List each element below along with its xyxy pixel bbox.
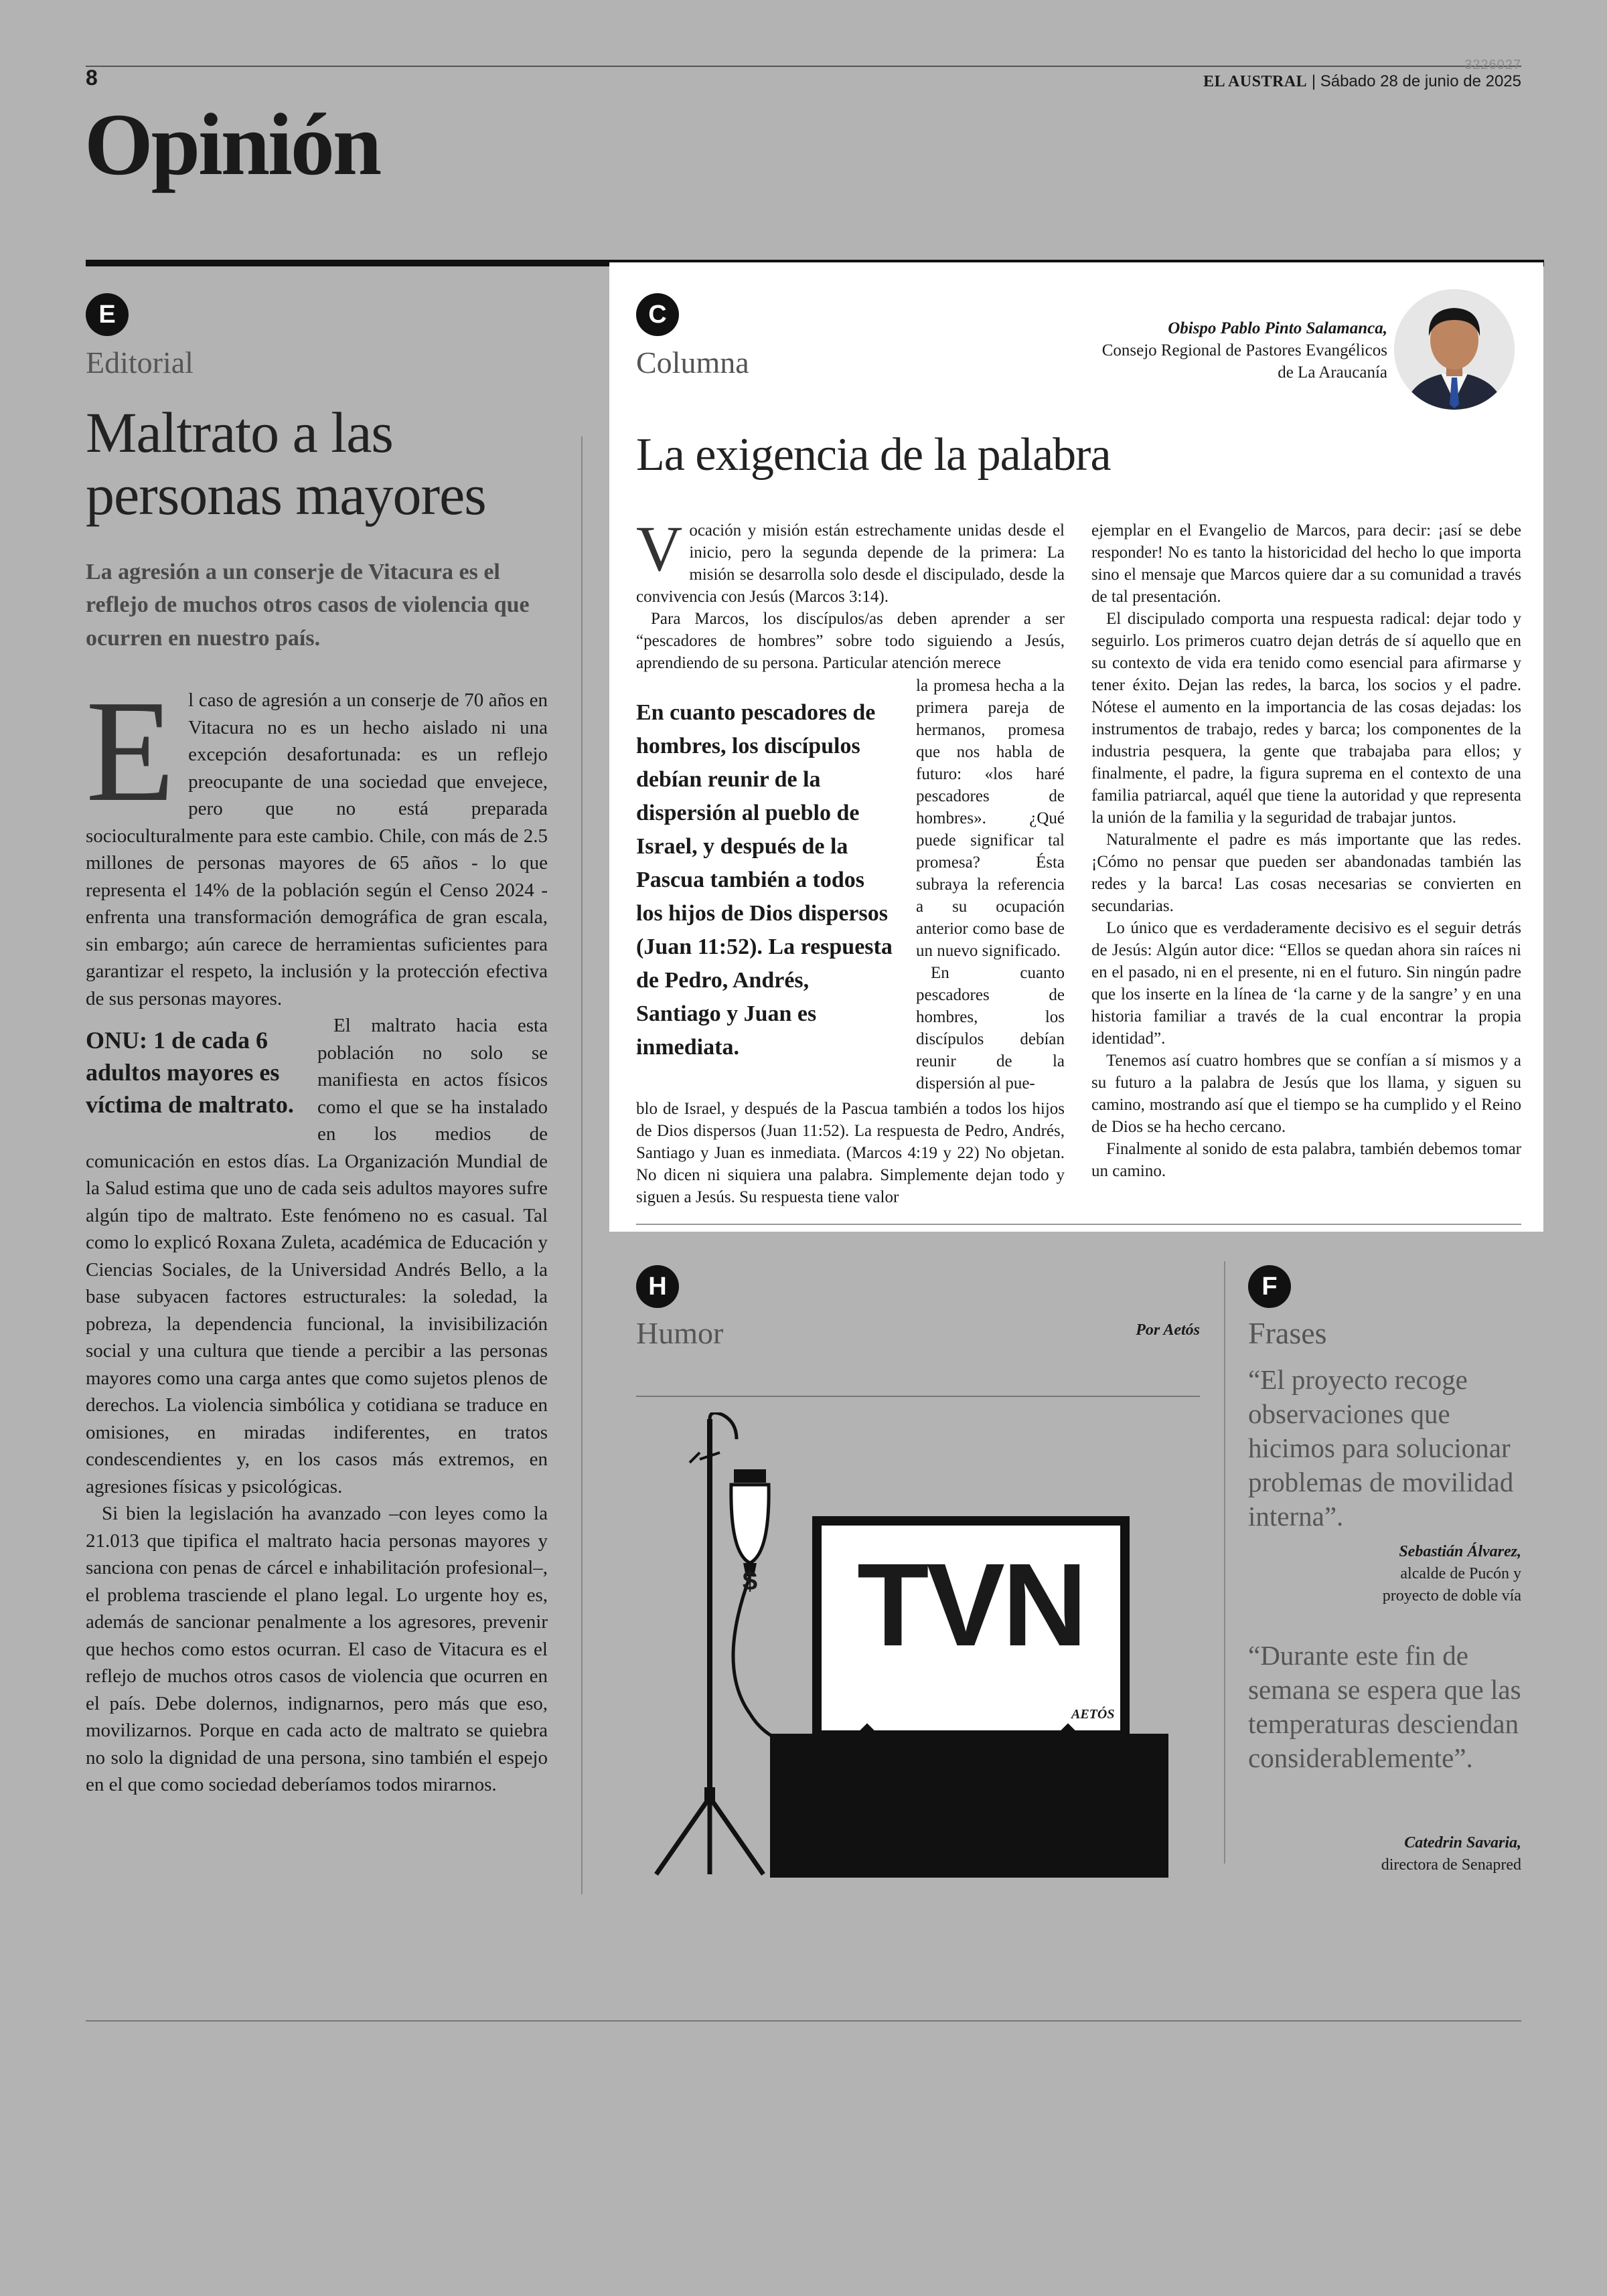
editorial-paragraph: Si bien la legislación ha avanzado –con leyes como la 21.013 que tipifica el maltrato hacia personas mayores y sanciona con penas de cárcel e inhabilitación profesional–, el problema trasciende el plano legal. Lo urgente hoy es, además de sancionar penalmente a los agresores, prevenir que hechos como estos ocurran. El caso de Vitacura es el reflejo de muchos otros casos de violencia que ocurren en el país. Debe dolernos, indignarnos, pero más que eso, movilizarnos. Porque en cada acto de maltrato se quiebra no solo la dignidad de una persona, sino también el espejo en el que como sociedad deberíamos todos mirarnos. [86,1503,548,1795]
column-paragraph: Tenemos así cuatro hombres que se confían a sí mismos y a su futuro a la palabra de Jesús que los llama, y siguen su camino, mostrando así que el tiempo se ha cumplido y el Reino de Dios se ha hecho cercano. [1091,1052,1521,1136]
humor-rule [636,1396,1200,1397]
column-paragraph: ocación y misión están estrechamente unidas desde el inicio, pero la segunda depende de la primera: La misión se desarrolla solo desde el discipulado, desde la convivencia con Jesús (Marcos 3:14). [636,521,1065,606]
editorial-body [86,671,548,1799]
column-bottom-rule [636,1224,1521,1225]
column-text-lower [636,1098,1065,1208]
editorial-label: Editorial [86,345,194,380]
column-dropcap: V [636,513,683,584]
masthead-date: | Sábado 28 de junio de 2025 [1311,72,1521,90]
author-portrait-icon [1394,289,1515,410]
masthead [1203,72,1521,91]
cartoon-signature: AETÓS [1071,1707,1115,1722]
column-label: Columna [636,345,749,380]
editorial-dropcap: E [86,671,175,832]
author-role: de La Araucanía [1278,363,1387,382]
column-badge: C [636,293,679,336]
author-photo [1394,289,1515,410]
frase-author: Catedrin Savaria, [1404,1834,1521,1852]
editorial-headline: Maltrato a las personas mayores [86,400,486,527]
editorial-paragraph: El maltrato hacia esta población no solo se manifiesta en actos físicos como el que se ha instalado en los medios de comunicación en estos días. La Organización Mundial de la Salud estima que uno de cada seis adultos mayores sufre algún tipo de maltrato. Este fenómeno no es casual. Tal como lo explicó Roxana Zuleta, académica de Educación y Ciencias Sociales, de la Universidad Andrés Bello, a la base subyacen factores estructurales: la soledad, la pobreza, la dependencia funcional, la invisibilización social y una cultura que tiende a percibir a las personas mayores como una carga antes que como sujetos plenos de derechos. La violencia simbólica y cotidiana se traduce en omisiones, en miradas indiferentes, en tratos condescendientes y, en los casos más extremos, en agresiones físicas y psicológicas. [86,1015,548,1497]
editorial-divider [581,436,583,1894]
author-name: Obispo Pablo Pinto Salamanca, [1168,319,1387,337]
editorial-paragraph: l caso de agresión a un conserje de 70 años en Vitacura no es un hecho aislado ni una excepción desafortunada: es un reflejo preocupante de una sociedad que envejece, pero que no está preparada socioculturalmente para este cambio. Chile, con más de 2.5 millones de personas mayores de 65 años - lo que representa el 14% de la población según el Censo 2024 - enfrenta una transformación demográfica de gran escala, sin embargo; aún carece de herramientas suficientes para garantizar el respeto, la inclusión y la protección efectiva de sus personas mayores. [86,689,548,1009]
humor-cartoon [636,1412,1172,1881]
frase-role: directora de Senapred [1381,1856,1521,1874]
column-author [1102,317,1387,384]
column-text-upper [636,513,1065,674]
column-paragraph: Naturalmente el padre es más importante que las redes. ¡Cómo no pensar que pueden ser abandonadas también las redes y la barca! Las cosas necesarias se convierten en secundarias. [1091,831,1521,915]
humor-badge: H [636,1265,679,1308]
column-text-narrow [916,675,1065,1094]
frases-label: Frases [1248,1316,1327,1350]
frase-quote: “Durante este fin de semana se espera que las temperaturas desciendan considerablemente”. [1248,1640,1521,1773]
frase-attribution [1383,1541,1521,1607]
column-paragraph: la promesa hecha a la primera pareja de hermanos, promesa que nos habla de futuro: «los haré pescadores de hombres». ¿Qué puede significar tal promesa? Ésta subraya la referencia a su ocupación anterior como base de un nuevo significado. [916,677,1065,960]
cartoon-bag-symbol: $ [742,1566,758,1596]
section-title: Opinión [84,95,380,193]
humor-label: Humor [636,1316,724,1350]
frase-attribution [1381,1832,1521,1876]
editorial-pullquote: ONU: 1 de cada 6 adultos mayores es víctima de maltrato. [86,1027,294,1118]
column-paragraph: En cuanto pescadores de hombres, los discípulos debían reunir de la dispersión al pue- [916,964,1065,1092]
column-paragraph: Para Marcos, los discípulos/as deben aprender a ser “pescadores de hombres” sobre todo siguiendo a Jesús, aprendiendo de su persona. Particular atención merece [636,610,1065,672]
masthead-name: EL AUSTRAL [1203,73,1308,90]
top-rule [86,66,1521,67]
author-role: Consejo Regional de Pastores Evangélicos [1101,341,1387,359]
humor-credit: Por Aetós [1136,1321,1200,1339]
column-text-right [1091,519,1521,1182]
cartoon-tv-logo: TVN [857,1540,1085,1671]
frase-quote: “El proyecto recoge observaciones que hicimos para solucionar problemas de movilidad interna”. [1248,1364,1514,1532]
column-paragraph: blo de Israel, y después de la Pascua también a todos los hijos de Dios dispersos (Juan 11:52). La respuesta de Pedro, Andrés, Santiago y Juan es inmediata. (Marcos 4:19 y 22) No objetan. No dicen ni siquiera una palabra. Simplemente dejan todo y siguen a Jesús. Su respuesta tiene valor [636,1100,1065,1206]
page-number: 8 [86,66,98,90]
column-pullquote: En cuanto pescadores de hombres, los discípulos debían reunir de la dispersión al pueblo de Israel, y después de la Pascua también a todos los hijos de Dios dispersos (Juan 11:52). La respuesta de Pedro, Andrés, Santiago y Juan es inmediata. [636,700,893,1060]
bottom-rule [86,2020,1521,2022]
column-paragraph: Lo único que es verdaderamente decisivo es el seguir detrás de Jesús: Algún autor dice: “Ellos se quedan ahora sin raíces ni en el pasado, ni en el presente, ni en el futuro. Sin ningún padre que los inserte en la línea de ‘la carne y de la sangre’ y en una historia familiar a través de la cual encontrar la propia identidad”. [1091,919,1521,1048]
frase-role: proyecto de doble vía [1382,1587,1521,1605]
column-paragraph: El discipulado comporta una respuesta radical: dejar todo y seguirlo. Los primeros cuatro dejan detrás de sí aquello que en su contexto de vida era tenido como esencial para afirmarse y tener éxito. Dejan las redes, la barca, los socios y el padre. Nótese el aumento en la importancia de las cosas dejadas: los instrumentos de trabajo, redes y barca; los componentes de la industria pesquera, la gente que trabajaba para ellos; y finalmente, el padre, la figura suprema en el contexto de una familia patriarcal, aquél que tiene la autoridad y que representa la unión de la familia y la seguridad de trabajar juntos. [1091,610,1521,827]
page-stamp: 3226027 [1464,58,1521,72]
column-headline: La exigencia de la palabra [636,429,1111,481]
column-paragraph: ejemplar en el Evangelio de Marcos, para decir: ¡así se debe responder! No es tanto la historicidad del hecho lo que importa sino el mensaje que Marcos quiere dar a su comunidad a través de tal presentación. [1091,521,1521,606]
frase-author: Sebastián Álvarez, [1399,1543,1521,1560]
editorial-badge: E [86,293,129,336]
editorial-lead: La agresión a un conserje de Vitacura es el reflejo de muchos otros casos de violencia que ocurren en nuestro país. [86,560,530,651]
frase-role: alcalde de Pucón y [1400,1565,1521,1582]
frases-divider [1224,1261,1225,1864]
frases-badge: F [1248,1265,1291,1308]
column-paragraph: Finalmente al sonido de esta palabra, también debemos tomar un camino. [1091,1140,1521,1180]
